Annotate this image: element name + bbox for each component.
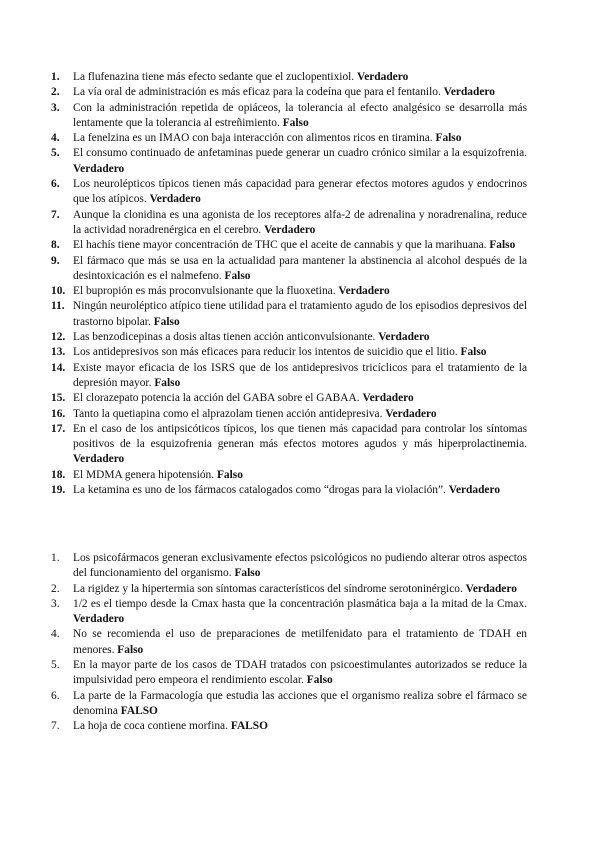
question-text: El hachís tiene mayor concentración de THC que el aceite de cannabis y que la marihuana. — [73, 239, 487, 252]
answer-label: Verdadero — [443, 86, 495, 99]
question-body — [73, 658, 527, 689]
question-text: La hoja de coca contiene morfina. — [73, 720, 228, 733]
question-body — [73, 597, 527, 628]
question-text: En el caso de los antipsicóticos típicos, los que tienen más capacidad para controlar los síntomas positivos de la esquizofrenia generan más efectos motores agudos y más hiperprolactinemia. — [73, 422, 527, 451]
question-number: 5. — [51, 147, 60, 160]
answer-label: Falso — [460, 346, 487, 359]
answer-label: Verdadero — [448, 484, 501, 497]
question-text: La fenelzina es un IMAO con baja interacción con alimentos ricos en tiramina. — [73, 132, 433, 145]
question-body — [73, 483, 527, 498]
question-number: 5. — [51, 659, 60, 672]
answer-label: Verdadero — [378, 331, 430, 344]
question-number: 19. — [51, 484, 66, 497]
question-number: 18. — [51, 468, 66, 481]
question-item — [51, 582, 527, 597]
question-body — [73, 70, 527, 85]
question-body — [73, 361, 527, 392]
answer-label: Verdadero — [73, 453, 125, 466]
question-number: 1. — [51, 71, 60, 83]
question-text: Los neurolépticos típicos tienen más capacidad para generar efectos motores agudos y endocrinos que los atípicos. — [73, 178, 527, 206]
question-item — [51, 101, 527, 132]
question-body — [73, 131, 527, 146]
answer-label: Verdadero — [73, 162, 125, 175]
question-body — [73, 345, 527, 360]
question-item — [51, 483, 527, 498]
answer-label: Verdadero — [338, 285, 390, 298]
question-list-2 — [51, 551, 527, 735]
question-item — [51, 468, 527, 483]
question-text: En la mayor parte de los casos de TDAH tratados con psicoestimulantes autorizados se reduce la impulsividad pero empeora el rendimiento escolar. — [73, 659, 527, 687]
question-item — [51, 146, 527, 177]
question-item — [51, 254, 527, 285]
question-body — [73, 330, 527, 345]
question-number: 4. — [51, 628, 60, 641]
question-item — [51, 361, 527, 392]
question-item — [51, 407, 527, 422]
answer-label: Falso — [154, 376, 181, 389]
question-number: 3. — [51, 101, 60, 114]
answer-label: Falso — [234, 567, 261, 580]
answer-label: FALSO — [120, 704, 158, 717]
question-text: El fármaco que más se usa en la actualidad para mantener la abstinencia al alcohol después de la desintoxicación es el nalmefeno. — [73, 254, 527, 282]
question-number: 13. — [51, 346, 66, 359]
answer-label: Falso — [153, 315, 180, 328]
question-text: El clorazepato potencia la acción del GABA sobre el GABAA. — [73, 392, 360, 405]
answer-label: Falso — [117, 643, 144, 656]
answer-label: Falso — [216, 468, 243, 481]
question-text: Los psicofármacos generan exclusivamente efectos psicológicos no pudiendo alterar otros aspectos del funcionamiento del organismo. — [73, 552, 527, 580]
question-number: 10. — [51, 285, 66, 298]
question-body — [73, 551, 527, 582]
question-item — [51, 689, 527, 720]
question-text: La rigidez y la hipertermia son síntomas característicos del síndrome serotoninérgico. — [73, 582, 463, 595]
answer-label: Verdadero — [362, 392, 414, 405]
question-text: Ningún neuroléptico atípico tiene utilidad para el tratamiento agudo de los episodios depresivos del trastorno bipolar. — [73, 300, 527, 328]
question-text: El bupropión es más proconvulsionante que la fluoxetina. — [73, 285, 336, 298]
question-body — [73, 238, 527, 253]
question-body — [73, 146, 527, 177]
question-text: La flufenazina tiene más efecto sedante que el zuclopentixiol. — [73, 71, 355, 83]
answer-label: Falso — [435, 132, 462, 145]
question-body — [73, 208, 527, 239]
answer-label: Falso — [282, 116, 309, 129]
question-item — [51, 208, 527, 239]
question-number: 7. — [51, 208, 60, 221]
question-text: Con la administración repetida de opiáceos, la tolerancia al efecto analgésico se desarrolla más lentamente que la tolerancia al estreñimiento. — [73, 101, 527, 129]
question-body — [73, 85, 527, 100]
question-body — [73, 101, 527, 132]
question-body — [73, 177, 527, 208]
answer-label: Verdadero — [357, 71, 409, 83]
question-item — [51, 551, 527, 582]
question-text: El MDMA genera hipotensión. — [73, 468, 215, 481]
question-item — [51, 391, 527, 406]
question-number: 7. — [51, 720, 60, 733]
question-text: La parte de la Farmacología que estudia las acciones que el organismo realiza sobre el fármaco se denomina — [73, 689, 527, 717]
question-item — [51, 422, 527, 468]
question-number: 4. — [51, 132, 60, 145]
question-item — [51, 85, 527, 100]
question-number: 6. — [51, 689, 60, 702]
question-number: 3. — [51, 597, 60, 610]
question-body — [73, 689, 527, 720]
question-text: 1/2 es el tiempo desde la Cmax hasta que la concentración plasmática baja a la mitad de la Cmax. — [73, 597, 527, 610]
question-text: Los antidepresivos son más eficaces para reducir los intentos de suicidio que el litio. — [73, 346, 458, 359]
question-text: Aunque la clonidina es una agonista de los receptores alfa-2 de adrenalina y noradrenalina, reduce la actividad noradrenérgica en el cerebro. — [73, 208, 527, 236]
question-number: 15. — [51, 392, 66, 405]
question-number: 16. — [51, 407, 66, 420]
answer-label: Verdadero — [385, 407, 437, 420]
answer-label: Verdadero — [465, 582, 517, 595]
question-body — [73, 407, 527, 422]
question-body — [73, 422, 527, 468]
question-item — [51, 177, 527, 208]
question-body — [73, 284, 527, 299]
question-body — [73, 391, 527, 406]
answer-label: Falso — [224, 269, 251, 282]
answer-label: Verdadero — [73, 613, 125, 626]
question-item — [51, 299, 527, 330]
question-number: 8. — [51, 239, 60, 252]
question-number: 2. — [51, 86, 60, 99]
question-number: 6. — [51, 178, 60, 191]
question-text: La vía oral de administración es más eficaz para la codeína que para el fentanilo. — [73, 86, 441, 99]
answer-label: Falso — [489, 239, 516, 252]
question-body — [73, 627, 527, 658]
answer-label: Verdadero — [264, 223, 316, 236]
question-item — [51, 131, 527, 146]
answer-label: Falso — [306, 674, 333, 687]
question-item — [51, 284, 527, 299]
question-text: No se recomienda el uso de preparaciones de metilfenidato para el tratamiento de TDAH en menores. — [73, 628, 527, 656]
question-number: 17. — [51, 422, 66, 435]
question-item — [51, 627, 527, 658]
question-body — [73, 582, 527, 597]
question-item — [51, 238, 527, 253]
question-body — [73, 468, 527, 483]
question-item — [51, 70, 527, 85]
question-number: 1. — [51, 552, 60, 564]
question-body — [73, 254, 527, 285]
question-item — [51, 719, 527, 734]
question-item — [51, 658, 527, 689]
question-number: 11. — [51, 300, 65, 313]
question-text: Tanto la quetiapina como el alprazolam tienen acción antidepresiva. — [73, 407, 383, 420]
question-text: Existe mayor eficacia de los ISRS que de los antidepresivos tricíclicos para el tratamiento de la depresión mayor. — [73, 361, 527, 389]
answer-label: FALSO — [230, 720, 268, 733]
question-body — [73, 299, 527, 330]
question-number: 14. — [51, 361, 66, 374]
question-number: 12. — [51, 331, 66, 344]
answer-label: Verdadero — [149, 193, 201, 206]
question-number: 2. — [51, 582, 60, 595]
question-item — [51, 330, 527, 345]
question-item — [51, 345, 527, 360]
question-text: El consumo continuado de anfetaminas puede generar un cuadro crónico similar a la esquizofrenia. — [73, 147, 527, 160]
question-text: La ketamina es uno de los fármacos catalogados como “drogas para la violación”. — [73, 484, 446, 497]
question-item — [51, 597, 527, 628]
question-list-1 — [51, 70, 527, 498]
question-body — [73, 719, 527, 734]
question-number: 9. — [51, 254, 60, 267]
question-text: Las benzodicepinas a dosis altas tienen acción anticonvulsionante. — [73, 331, 376, 344]
